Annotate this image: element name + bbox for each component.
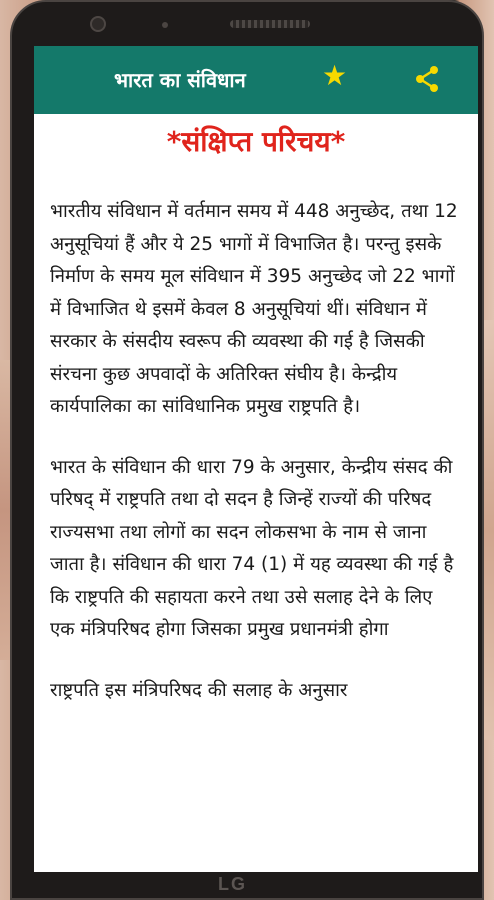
phone-screen	[34, 46, 478, 872]
app-title: भारत का संविधान	[114, 68, 246, 92]
front-camera	[90, 16, 106, 32]
article-content	[34, 122, 478, 707]
phone-frame	[10, 0, 484, 900]
share-icon[interactable]	[412, 64, 442, 94]
star-icon[interactable]: ★	[322, 59, 348, 92]
app-bar	[34, 46, 478, 114]
paragraph-1: भारतीय संविधान में वर्तमान समय में 448 अनुच्छेद, तथा 12 अनुसूचियां हैं और ये 25 भागों में विभाजित है। परन्तु इसके निर्माण के समय मूल संविधान में 395 अनुच्छेद जो 22 भागों में विभाजित थे इसमें केवल 8 अनुसूचियां थीं। संविधान में सरकार के संसदीय स्वरूप की व्यवस्था की गई है जिसकी संरचना कुछ अपवादों के अतिरिक्त संघीय है। केन्द्रीय कार्यपालिका का सांविधानिक प्रमुख राष्ट्रपति है।	[50, 201, 458, 417]
paragraph-3: राष्ट्रपति इस मंत्रिपरिषद की सलाह के अनुसार	[50, 679, 348, 701]
lg-logo: LG	[218, 874, 247, 894]
earpiece-speaker	[230, 20, 310, 28]
page-heading: *संक्षिप्त परिचय*	[166, 125, 346, 158]
proximity-sensor	[162, 22, 168, 28]
paragraph-2: भारत के संविधान की धारा 79 के अनुसार, केन्द्रीय संसद की परिषद् में राष्ट्रपति तथा दो सदन है जिन्हें राज्यों की परिषद राज्यसभा तथा लोगों का सदन लोकसभा के नाम से जाना जाता है। संविधान की धारा 74 (1) में यह व्यवस्था की गई है कि राष्ट्रपति की सहायता करने तथा उसे सलाह देने के लिए एक मंत्रिपरिषद होगा जिसका प्रमुख प्रधानमंत्री होगा	[50, 456, 454, 640]
